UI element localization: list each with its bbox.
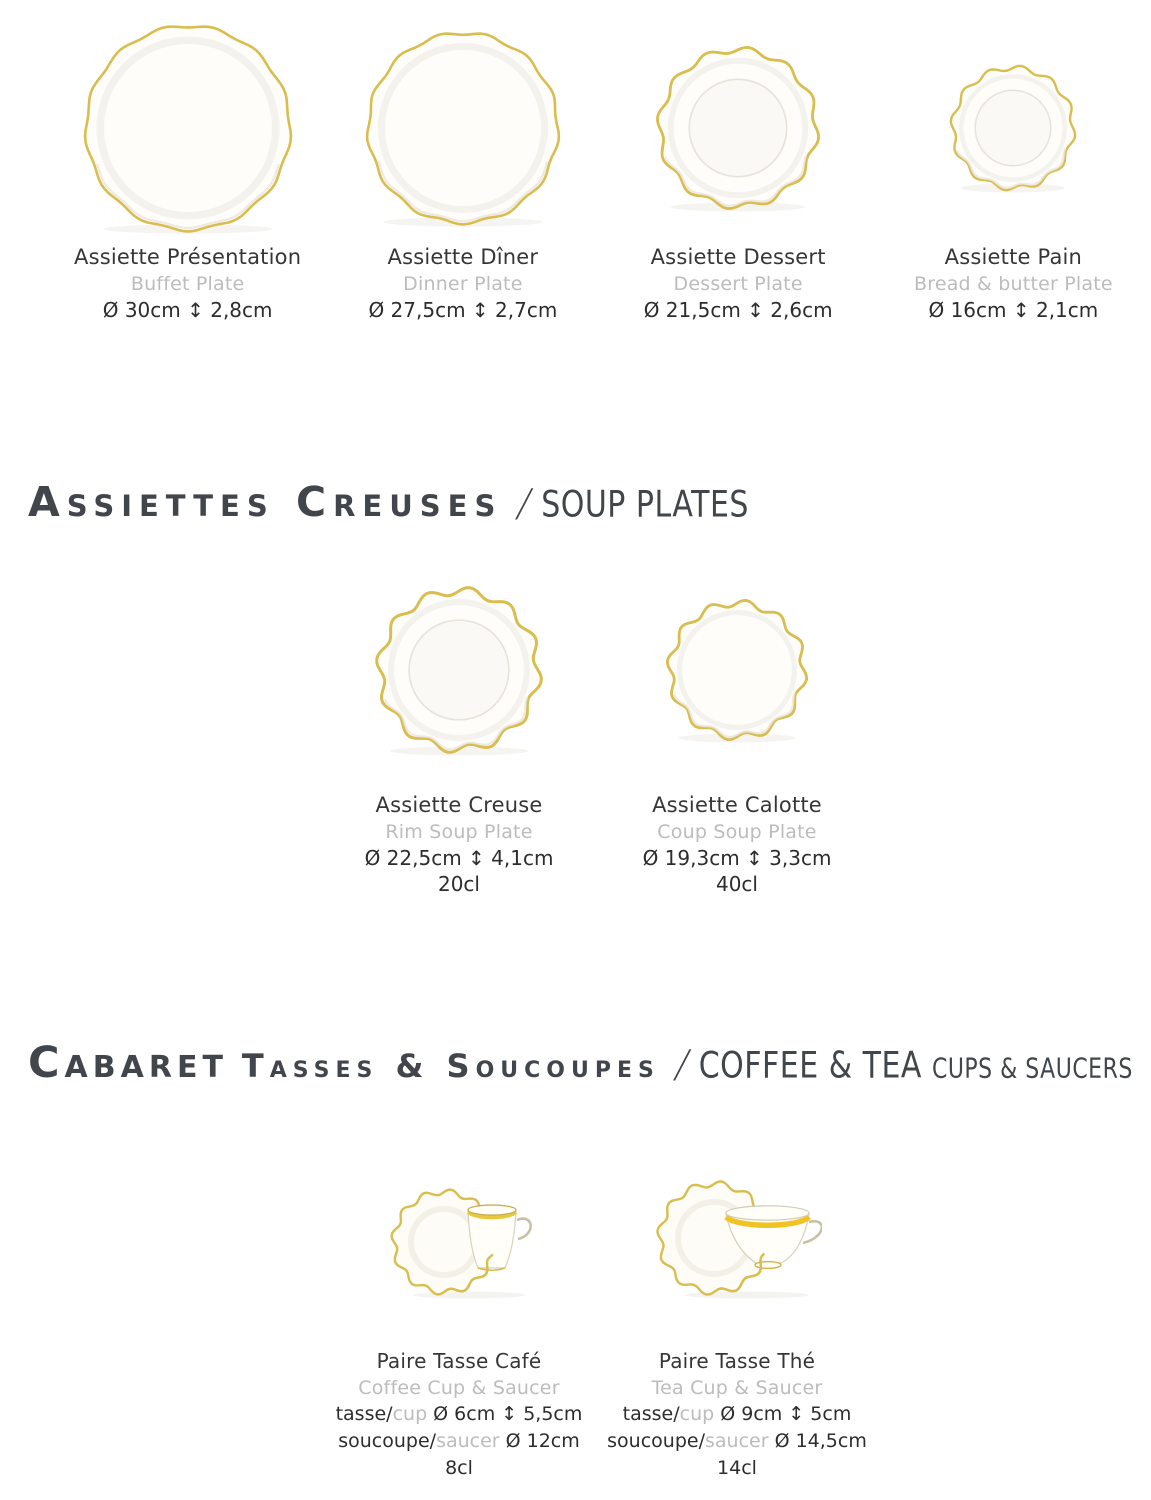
product-subtitle: Buffet Plate <box>130 273 245 295</box>
dessert-plate-image <box>601 12 876 244</box>
coffee-cup-saucer-image <box>320 1176 598 1300</box>
product-dimensions: Ø 19,3cm ↕ 3,3cm <box>642 846 832 870</box>
cup-dimensions <box>598 1401 876 1428</box>
product-name: Assiette Pain <box>944 245 1083 269</box>
product-name: Assiette Creuse <box>375 793 543 817</box>
product-dimensions: Ø 16cm ↕ 2,1cm <box>928 298 1099 322</box>
saucer-label-en: saucer <box>436 1430 500 1452</box>
product-subtitle: Rim Soup Plate <box>385 821 533 843</box>
product-dimensions: Ø 22,5cm ↕ 4,1cm <box>364 846 554 870</box>
heading-french: Tasses & Soucoupes <box>241 1047 660 1085</box>
product-subtitle: Dinner Plate <box>403 273 523 295</box>
product-capacity: 40cl <box>715 872 758 896</box>
cup-dimensions <box>320 1401 598 1428</box>
cup-label-en: cup <box>392 1403 428 1425</box>
cup-label-fr: tasse/ <box>622 1403 680 1425</box>
product-card-bread-plate <box>876 12 1151 323</box>
saucer-dims-values: Ø 12cm <box>499 1430 580 1452</box>
product-subtitle: Bread & butter Plate <box>913 273 1113 295</box>
product-name: Assiette Présentation <box>74 245 302 269</box>
section-heading-coffee-tea <box>28 1038 1133 1088</box>
product-card-dessert-plate <box>601 12 876 323</box>
product-name: Assiette Calotte <box>652 793 822 817</box>
cup-dims-values: Ø 9cm ↕ 5cm <box>714 1403 852 1425</box>
buffet-plate-image <box>50 12 325 244</box>
heading-separator: / <box>513 481 536 525</box>
cup-label-en: cup <box>679 1403 715 1425</box>
heading-french: Assiettes Creuses <box>28 478 503 526</box>
product-card-buffet-plate <box>50 12 325 323</box>
product-card-dinner-plate <box>325 12 600 323</box>
saucer-dimensions <box>598 1428 876 1455</box>
dinner-plate-image <box>325 12 600 244</box>
product-card-coffee-cup <box>320 1176 598 1482</box>
product-dimensions: Ø 21,5cm ↕ 2,6cm <box>643 298 833 322</box>
product-name: Paire Tasse Thé <box>658 1349 816 1373</box>
product-name: Assiette Dessert <box>650 245 826 269</box>
product-dimensions: Ø 30cm ↕ 2,8cm <box>102 298 273 322</box>
product-card-coup-soup-plate <box>598 570 876 897</box>
product-subtitle: Tea Cup & Saucer <box>651 1377 823 1399</box>
saucer-label-fr: soucoupe/ <box>607 1430 705 1452</box>
coup-soup-plate-image <box>598 570 876 770</box>
product-subtitle: Coffee Cup & Saucer <box>358 1377 560 1399</box>
product-dimensions: Ø 27,5cm ↕ 2,7cm <box>368 298 558 322</box>
bread-plate-image <box>876 12 1151 244</box>
heading-english: SOUP PLATES <box>541 483 749 527</box>
product-capacity: 14cl <box>717 1457 757 1479</box>
heading-separator: / <box>671 1042 694 1086</box>
section-heading-soup-plates <box>28 478 749 526</box>
product-card-tea-cup <box>598 1176 876 1482</box>
flat-plates-row <box>50 12 1151 323</box>
cups-saucers-row <box>320 1176 876 1482</box>
product-name: Paire Tasse Café <box>376 1349 542 1373</box>
heading-collection-name: Cabaret <box>28 1038 228 1088</box>
product-card-rim-soup-plate <box>320 570 598 897</box>
cup-dims-values: Ø 6cm ↕ 5,5cm <box>427 1403 583 1425</box>
saucer-label-fr: soucoupe/ <box>338 1430 437 1452</box>
product-capacity: 20cl <box>437 872 480 896</box>
product-capacity: 8cl <box>445 1457 473 1479</box>
heading-english: COFFEE & TEA <box>698 1044 922 1088</box>
product-subtitle: Dessert Plate <box>673 273 803 295</box>
saucer-dimensions <box>320 1428 598 1455</box>
rim-soup-plate-image <box>320 570 598 770</box>
heading-english-sub: CUPS & SAUCERS <box>931 1053 1133 1085</box>
soup-plates-row <box>320 570 876 897</box>
saucer-dims-values: Ø 14,5cm <box>768 1430 867 1452</box>
tea-cup-saucer-image <box>598 1176 876 1300</box>
product-subtitle: Coup Soup Plate <box>657 821 817 843</box>
saucer-label-en: saucer <box>705 1430 769 1452</box>
cup-label-fr: tasse/ <box>335 1403 393 1425</box>
product-name: Assiette Dîner <box>387 245 539 269</box>
